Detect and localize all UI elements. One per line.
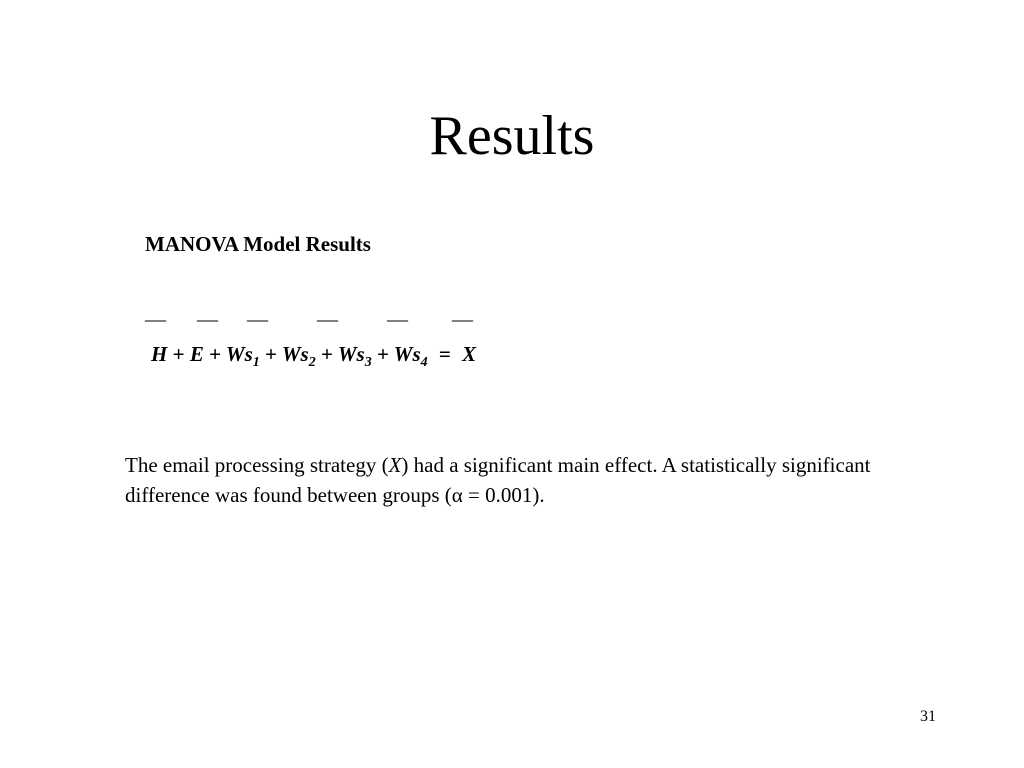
term-e: E bbox=[189, 342, 204, 366]
slide-title: Results bbox=[429, 105, 595, 167]
overbar-ws1: — bbox=[247, 307, 268, 331]
results-summary: The email processing strategy (X) had a significant main effect. A statistically significant difference was found between groups (α = 0.001). bbox=[125, 453, 871, 507]
manova-formula bbox=[145, 306, 665, 376]
term-ws4: $Ws_4$ bbox=[393, 342, 428, 370]
page-number: 31 bbox=[920, 708, 936, 725]
term-ws3: $Ws_3$ bbox=[337, 342, 372, 370]
overbar-h: — bbox=[145, 307, 166, 331]
plus-operator: + bbox=[209, 342, 222, 366]
overbar-ws4: — bbox=[452, 307, 473, 331]
term-h: H bbox=[151, 342, 168, 366]
overbar-ws3: — bbox=[387, 307, 408, 331]
term-result: X bbox=[462, 342, 477, 366]
plus-operator: + bbox=[172, 342, 185, 366]
equals-sign: = bbox=[438, 342, 451, 366]
plus-operator: + bbox=[265, 342, 277, 366]
overbar-ws2: — bbox=[317, 307, 338, 331]
overbar-row bbox=[145, 306, 665, 332]
variable-x: X bbox=[388, 453, 402, 477]
equation bbox=[151, 340, 476, 368]
overbar-e: — bbox=[197, 307, 218, 331]
plus-operator: + bbox=[376, 342, 389, 366]
plus-operator: + bbox=[320, 342, 333, 366]
term-ws2: $Ws_2$ bbox=[281, 342, 316, 370]
term-ws1: $Ws_1$ bbox=[225, 342, 260, 370]
section-heading: MANOVA Model Results bbox=[145, 232, 371, 256]
